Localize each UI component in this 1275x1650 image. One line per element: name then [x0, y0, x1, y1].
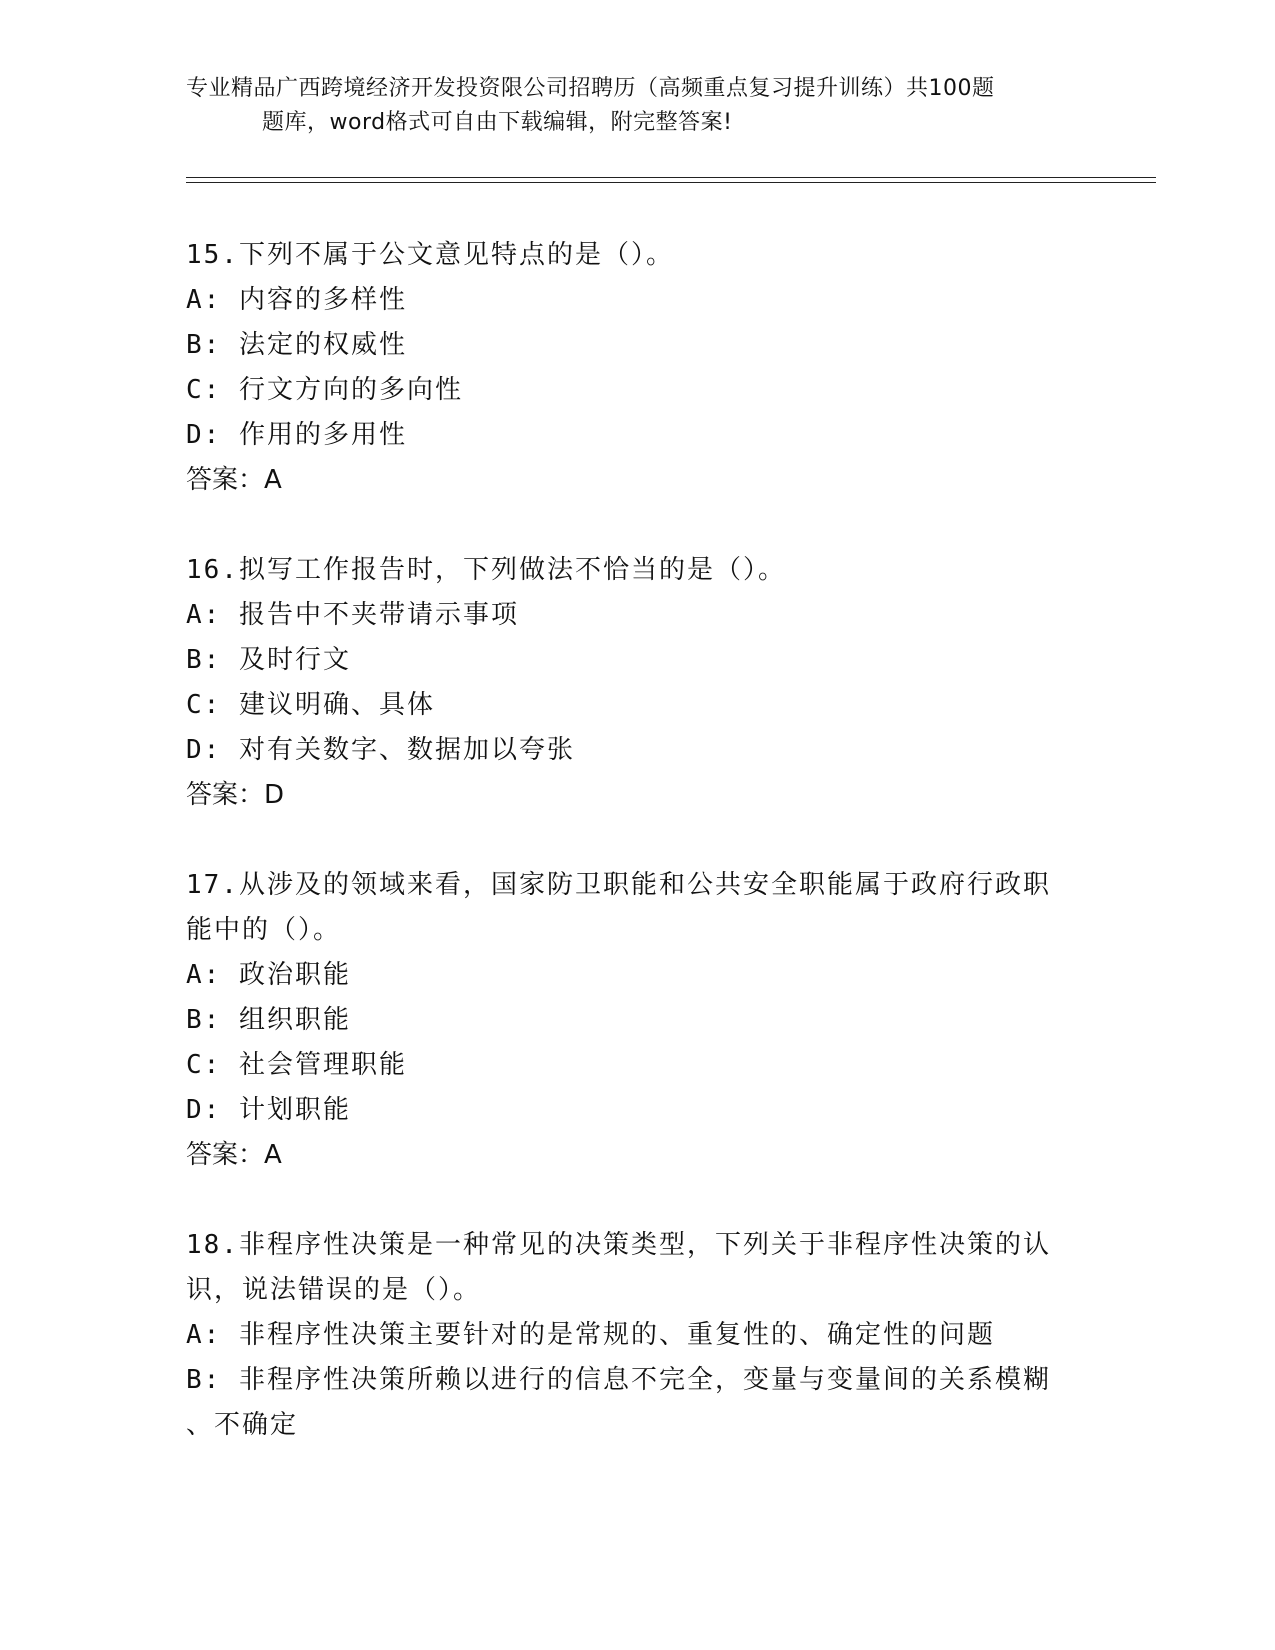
header-divider-top: [186, 177, 1156, 178]
question-stem: 16.拟写工作报告时，下列做法不恰当的是（）。: [186, 555, 786, 585]
option-c: C: 社会管理职能: [186, 1050, 407, 1080]
option-b: B: 法定的权威性: [186, 330, 407, 360]
option-b: B: 组织职能: [186, 1005, 351, 1035]
answer: 答案：A: [186, 1140, 282, 1170]
header-line-2: 题库，word格式可自由下载编辑，附完整答案!: [262, 110, 733, 135]
option-a: A: 非程序性决策主要针对的是常规的、重复性的、确定性的问题: [186, 1320, 995, 1350]
answer: 答案：D: [186, 780, 285, 810]
document-header: [186, 72, 1086, 140]
question-stem-line-1: 18.非程序性决策是一种常见的决策类型，下列关于非程序性决策的认: [186, 1230, 1051, 1260]
answer: 答案：A: [186, 465, 282, 495]
question-18: [186, 1223, 1086, 1448]
option-a: A: 内容的多样性: [186, 285, 407, 315]
question-17: [186, 863, 1086, 1178]
option-b-line-2: 、不确定: [186, 1410, 299, 1440]
header-divider-bottom: [186, 182, 1156, 183]
option-d: D: 作用的多用性: [186, 420, 407, 450]
question-stem-line-2: 识，说法错误的是（）。: [186, 1275, 482, 1305]
header-line-1: 专业精品广西跨境经济开发投资限公司招聘历（高频重点复习提升训练）共100题: [186, 76, 995, 101]
option-b-line-1: B: 非程序性决策所赖以进行的信息不完全，变量与变量间的关系模糊: [186, 1365, 1051, 1395]
option-a: A: 报告中不夹带请示事项: [186, 600, 519, 630]
option-d: D: 对有关数字、数据加以夸张: [186, 735, 575, 765]
question-15: [186, 233, 1086, 503]
option-b: B: 及时行文: [186, 645, 351, 675]
question-stem: 15.下列不属于公文意见特点的是（）。: [186, 240, 674, 270]
question-stem-line-1: 17.从涉及的领域来看，国家防卫职能和公共安全职能属于政府行政职: [186, 870, 1051, 900]
option-c: C: 建议明确、具体: [186, 690, 435, 720]
question-list: [186, 233, 1086, 1493]
option-c: C: 行文方向的多向性: [186, 375, 463, 405]
question-stem-line-2: 能中的（）。: [186, 915, 342, 945]
option-a: A: 政治职能: [186, 960, 351, 990]
question-16: [186, 548, 1086, 818]
option-d: D: 计划职能: [186, 1095, 351, 1125]
